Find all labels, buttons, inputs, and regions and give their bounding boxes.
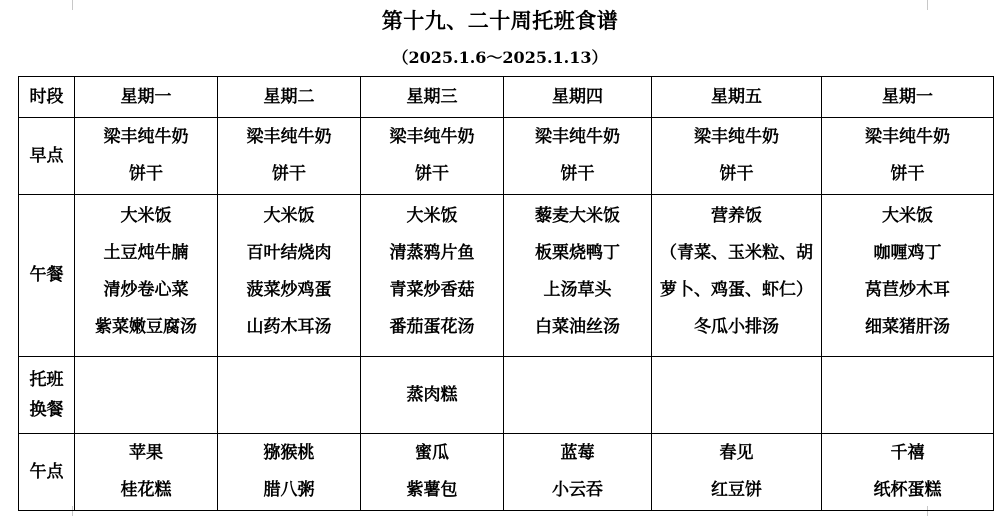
menu-cell — [504, 118, 652, 195]
menu-item: 饼干 — [560, 164, 595, 184]
menu-item: 大米饭 — [120, 206, 172, 226]
menu-item: 板栗烧鸭丁 — [535, 243, 620, 263]
menu-cell — [822, 357, 994, 434]
menu-item: 紫薯包 — [406, 480, 458, 500]
menu-item: 白菜油丝汤 — [535, 317, 620, 337]
menu-cell — [361, 434, 504, 511]
day-header: 星期一 — [75, 77, 218, 118]
day-header: 星期四 — [504, 77, 652, 118]
date-range: （2025.1.6～2025.1.13） — [392, 48, 608, 67]
menu-item: 冬瓜小排汤 — [694, 317, 779, 337]
header-row — [19, 77, 994, 118]
menu-item: 紫菜嫩豆腐汤 — [95, 317, 197, 337]
menu-cell — [822, 434, 994, 511]
menu-item: 桂花糕 — [120, 480, 172, 500]
menu-item: 梁丰纯牛奶 — [694, 127, 779, 147]
menu-item: 春见 — [719, 443, 754, 463]
menu-item: 饼干 — [719, 164, 754, 184]
menu-item: 梁丰纯牛奶 — [535, 127, 620, 147]
menu-cell — [75, 118, 218, 195]
menu-item: 大米饭 — [263, 206, 315, 226]
menu-item: 苹果 — [129, 443, 163, 463]
menu-item: 梁丰纯牛奶 — [389, 127, 475, 147]
day-header: 星期三 — [361, 77, 504, 118]
menu-item: 藜麦大米饭 — [535, 206, 620, 226]
menu-item: 细菜猪肝汤 — [865, 317, 950, 337]
menu-item: 山药木耳汤 — [246, 317, 332, 337]
menu-cell — [652, 195, 822, 357]
period-label-breakfast: 早点 — [19, 118, 75, 195]
menu-item: 土豆炖牛腩 — [103, 243, 189, 263]
menu-item: 蜜瓜 — [415, 443, 449, 463]
menu-item: 清炒卷心菜 — [103, 280, 189, 300]
menu-cell — [822, 195, 994, 357]
menu-item: 红豆饼 — [711, 480, 762, 500]
period-label-line: 托班 — [29, 370, 64, 390]
breakfast-row — [19, 118, 994, 195]
menu-item: 清蒸鸦片鱼 — [389, 243, 475, 263]
menu-item: 青菜炒香菇 — [389, 280, 475, 300]
menu-cell — [75, 357, 218, 434]
menu-item: 百叶结烧肉 — [246, 243, 332, 263]
menu-cell — [218, 357, 361, 434]
menu-cell — [652, 357, 822, 434]
menu-item: 纸杯蛋糕 — [873, 480, 942, 500]
menu-item: 梁丰纯牛奶 — [246, 127, 332, 147]
menu-item: 饼干 — [129, 164, 163, 184]
menu-item: 大米饭 — [406, 206, 458, 226]
menu-item: 营养饭 — [711, 206, 762, 226]
afternoon-snack-row — [19, 434, 994, 511]
menu-item: 番茄蛋花汤 — [389, 317, 475, 337]
day-header: 星期二 — [218, 77, 361, 118]
menu-cell — [361, 195, 504, 357]
menu-item: 上汤草头 — [543, 280, 612, 300]
menu-item: 小云吞 — [552, 480, 603, 500]
menu-item: 千禧 — [890, 443, 925, 463]
menu-item: 饼干 — [890, 164, 925, 184]
menu-item: 猕猴桃 — [263, 443, 315, 463]
menu-cell — [75, 434, 218, 511]
menu-item: 蓝莓 — [560, 443, 595, 463]
menu-item: 菠菜炒鸡蛋 — [246, 280, 332, 300]
toddler-substitute-row — [19, 357, 994, 434]
menu-item: （青菜、玉米粒、胡 — [660, 243, 813, 263]
menu-item: 饼干 — [272, 164, 306, 184]
day-header: 星期一 — [822, 77, 994, 118]
menu-cell — [361, 118, 504, 195]
period-header: 时段 — [19, 77, 75, 118]
menu-cell — [504, 434, 652, 511]
menu-item: 大米饭 — [882, 206, 933, 226]
period-label-line: 换餐 — [29, 400, 64, 420]
menu-item: 腊八粥 — [263, 480, 315, 500]
menu-cell — [218, 118, 361, 195]
menu-item: 萝卜、鸡蛋、虾仁） — [660, 280, 813, 300]
period-label-snack: 午点 — [19, 434, 75, 511]
page-title: 第十九、二十周托班食谱 — [381, 8, 619, 33]
menu-cell — [652, 118, 822, 195]
menu-cell — [652, 434, 822, 511]
period-label-substitute — [19, 357, 75, 434]
day-header: 星期五 — [652, 77, 822, 118]
menu-table — [18, 76, 994, 511]
menu-cell — [218, 195, 361, 357]
menu-cell — [822, 118, 994, 195]
menu-item: 咖喱鸡丁 — [873, 243, 942, 263]
period-label-lunch: 午餐 — [19, 195, 75, 357]
menu-cell: 蒸肉糕 — [361, 357, 504, 434]
lunch-row — [19, 195, 994, 357]
menu-cell — [218, 434, 361, 511]
menu-cell — [504, 195, 652, 357]
menu-cell — [75, 195, 218, 357]
menu-item: 梁丰纯牛奶 — [103, 127, 189, 147]
menu-cell — [504, 357, 652, 434]
menu-item: 饼干 — [415, 164, 449, 184]
menu-item: 莴苣炒木耳 — [865, 280, 950, 300]
menu-item: 梁丰纯牛奶 — [865, 127, 950, 147]
